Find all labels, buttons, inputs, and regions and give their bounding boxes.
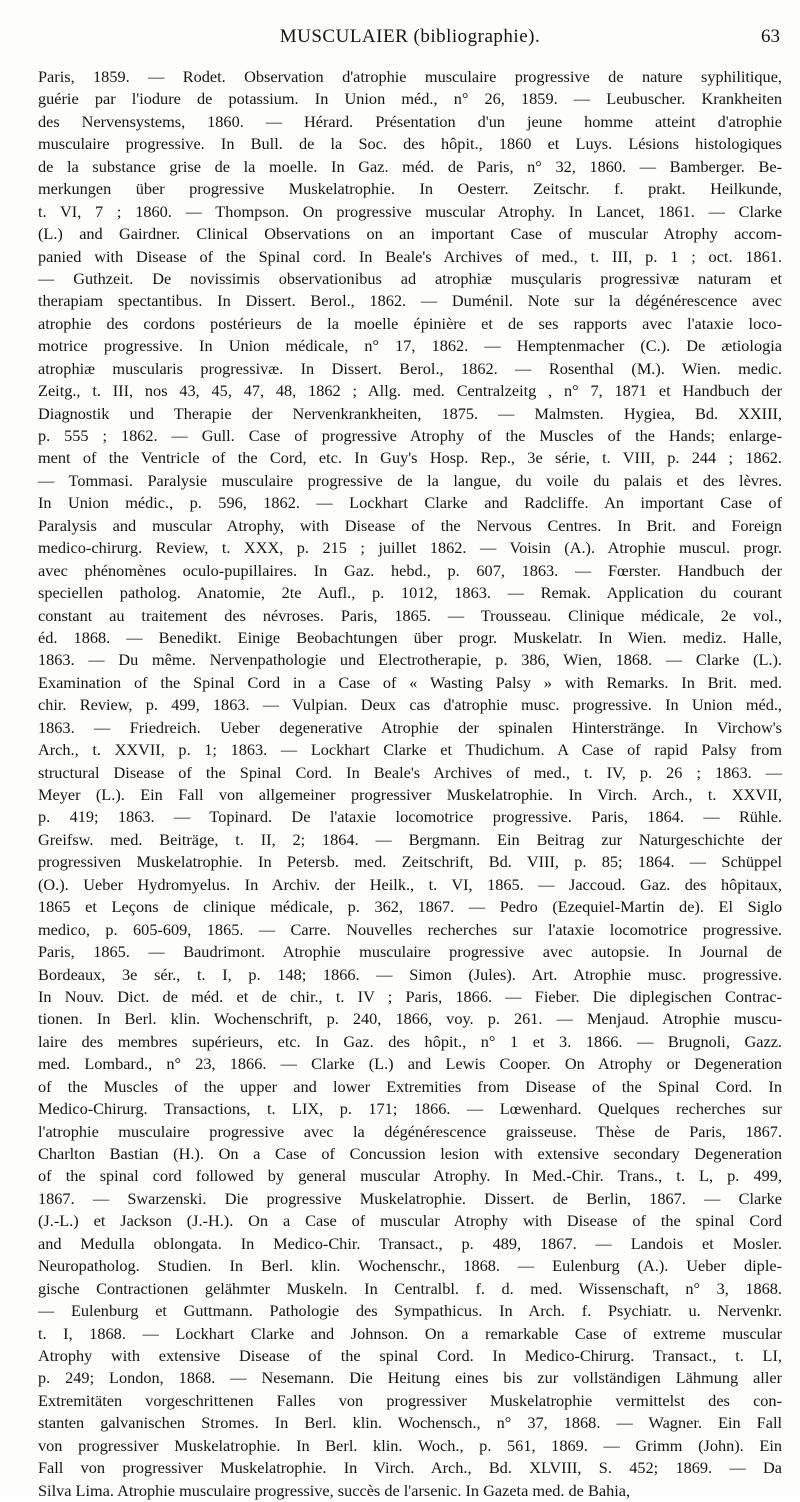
text-line: speciellen patholog. Anatomie, 2te Aufl., p. 1012, 1863. — Remak. Application du courant [38,583,782,603]
text-line: 1863. — Friedreich. Ueber degenerative Atrophie der spinalen Hinterstränge. In Virchow's [38,717,782,737]
text-line: atrophie des cordons postérieurs de la moelle épinière et de ses rapports avec l'ataxie loco- [38,313,782,333]
text-line: Charlton Bastian (H.). On a Case of Concussion lesion with extensive secondary Degeneration [38,1144,782,1163]
text-line: 1863. — Du même. Nervenpathologie und Electrotherapie, p. 386, Wien, 1868. — Clarke (L.). [38,650,782,670]
text-line: of the spinal cord followed by general muscular Atrophy. In Med.-Chir. Trans., t. L, p. 499, [38,1166,782,1186]
running-head: MUSCULAIER (bibliographie). [279,26,541,47]
text-line: Zeitg., t. III, nos 43, 45, 47, 48, 1862 ; Allg. med. Centralzeitg , n° 7, 1871 et Handbuch der [38,381,782,401]
text-line: guérie par l'iodure de potassium. In Union méd., n° 26, 1859. — Leubuscher. Krankheiten [38,89,782,109]
text-line: Diagnostik und Therapie der Nervenkrankheiten, 1875. — Malmsten. Hygiea, Bd. XXIII, [38,403,782,423]
text-line: medico, p. 605-609, 1865. — Carre. Nouvelles recherches sur l'ataxie locomotrice progressive. [38,919,782,939]
bibliography-text [38,66,782,1502]
text-line: tionen. In Berl. klin. Wochenschrift, p. 240, 1866, voy. p. 261. — Menjaud. Atrophie muscu- [38,1009,782,1029]
text-line: atrophiæ muscularis progressivæ. In Dissert. Berol., 1862. — Rosenthal (M.). Wien. medic. [38,358,782,378]
text-line: p. 419; 1863. — Topinard. De l'ataxie locomotrice progressive. Paris, 1864. — Rühle. [38,807,782,827]
text-line: l'atrophie musculaire progressive avec la dégénérescence graisseuse. Thèse de Paris, 1867. [38,1121,782,1141]
text-line: Bordeaux, 3e sér., t. I, p. 148; 1866. — Simon (Jules). Art. Atrophie musc. progressive. [38,964,782,984]
text-line: Greifsw. med. Beiträge, t. II, 2; 1864. — Bergmann. Ein Beitrag zur Naturgeschichte der [38,829,782,849]
text-line: 1867. — Swarzenski. Die progressive Muskelatrophie. Dissert. de Berlin, 1867. — Clarke [38,1188,782,1208]
text-line: de la substance grise de la moelle. In Gaz. méd. de Paris, n° 32, 1860. — Bamberger. Be- [38,156,782,176]
text-line: Silva Lima. Atrophie musculaire progressive, succès de l'arsenic. In Gazeta med. de Bahia, [38,1480,631,1500]
text-line: progressiven Muskelatrophie. In Petersb. med. Zeitschrift, Bd. VIII, p. 85; 1864. — Schüppel [38,852,782,872]
text-line: Medico-Chirurg. Transactions, t. LIX, p. 171; 1866. — Lœwenhard. Quelques recherches sur [38,1099,782,1119]
text-line: laire des membres supérieurs, etc. In Gaz. des hôpit., n° 1 et 3. 1866. — Brugnoli, Gazz. [38,1031,782,1051]
text-line: gische Contractionen gelähmter Muskeln. In Centralbl. f. d. med. Wissenschaft, n° 3, 1868. [38,1278,782,1298]
text-line: Neuropatholog. Studien. In Berl. klin. Wochenschr., 1868. — Eulenburg (A.). Ueber diple- [38,1256,782,1276]
text-line: t. I, 1868. — Lockhart Clarke and Johnson. On a remarkable Case of extreme muscular [38,1323,782,1343]
text-line: Paris, 1859. — Rodet. Observation d'atrophie musculaire progressive de nature syphilitique, [38,67,782,86]
text-line: chir. Review, p. 499, 1863. — Vulpian. Deux cas d'atrophie musc. progressive. In Union méd., [38,695,782,715]
text-line: Atrophy with extensive Disease of the spinal Cord. In Medico-Chirurg. Transact., t. LI, [38,1345,782,1365]
text-line: ment of the Ventricle of the Cord, etc. In Guy's Hosp. Rep., 3e série, t. VIII, p. 244 ; 1862. [38,448,782,468]
text-line: Paralysis and muscular Atrophy, with Disease of the Nervous Centres. In Brit. and Foreign [38,515,782,535]
text-line: Arch., t. XXVII, p. 1; 1863. — Lockhart Clarke et Thudichum. A Case of rapid Palsy from [38,740,782,760]
text-line: — Tommasi. Paralysie musculaire progressive de la langue, du voile du palais et des lèvres. [38,470,782,490]
text-line: p. 249; London, 1868. — Nesemann. Die Heitung eines bis zur vollständigen Lähmung aller [38,1368,782,1388]
text-line: structural Disease of the Spinal Cord. In Beale's Archives of med., t. IV, p. 26 ; 1863. — [38,762,782,782]
text-line: of the Muscles of the upper and lower Extremities from Disease of the Spinal Cord. In [38,1076,782,1096]
text-line: p. 555 ; 1862. — Gull. Case of progressive Atrophy of the Muscles of the Hands; enlarge- [38,426,782,445]
text-line: stanten galvanischen Stromes. In Berl. klin. Wochensch., n° 37, 1868. — Wagner. Ein Fall [38,1413,782,1433]
text-line: musculaire progressive. In Bull. de la Soc. des hôpit., 1860 et Luys. Lésions histologiques [38,134,782,154]
text-line: and Medulla oblongata. In Medico-Chir. Transact., p. 489, 1867. — Landois et Mosler. [38,1233,782,1253]
text-line: t. VI, 7 ; 1860. — Thompson. On progressive muscular Atrophy. In Lancet, 1861. — Clarke [38,201,782,221]
text-line: Meyer (L.). Ein Fall von allgemeiner progressiver Muskelatrophie. In Virch. Arch., t. XXVII, [38,785,782,804]
text-line: (O.). Ueber Hydromyelus. In Archiv. der Heilk., t. VI, 1865. — Jaccoud. Gaz. des hôpitaux, [38,874,782,894]
text-line: avec phénomènes oculo-pupillaires. In Gaz. hebd., p. 607, 1863. — Fœrster. Handbuch der [38,560,782,580]
text-line: (L.) and Gairdner. Clinical Observations on an important Case of muscular Atrophy accom- [38,224,782,244]
text-line: des Nervensystems, 1860. — Hérard. Présentation d'un jeune homme atteint d'atrophie [38,111,782,131]
text-line: therapiam spectantibus. In Dissert. Berol., 1862. — Duménil. Note sur la dégénérescence avec [38,291,782,311]
text-line: — Guthzeit. De novissimis observationibus ad atrophiæ musçularis progressivæ naturam et [38,268,782,288]
text-line: merkungen über progressive Muskelatrophie. In Oesterr. Zeitschr. f. prakt. Heilkunde, [38,179,782,199]
page-number: 63 [761,26,780,47]
text-line: von progressiver Muskelatrophie. In Berl. klin. Woch., p. 561, 1869. — Grimm (John). Ein [38,1435,782,1455]
text-line: Examination of the Spinal Cord in a Case of « Wasting Palsy » with Remarks. In Brit. med. [38,672,782,692]
text-line: medico-chirurg. Review, t. XXX, p. 215 ; juillet 1862. — Voisin (A.). Atrophie muscul. progr. [38,538,782,558]
page-header [40,26,780,52]
text-line: constant au traitement des névroses. Paris, 1865. — Trousseau. Clinique médicale, 2e vol., [38,605,782,625]
text-line: In Nouv. Dict. de méd. et de chir., t. IV ; Paris, 1866. — Fieber. Die diplegischen Contrac- [38,986,782,1006]
text-line: (J.-L.) et Jackson (J.-H.). On a Case of muscular Atrophy with Disease of the spinal Cord [38,1211,782,1231]
text-line: med. Lombard., n° 23, 1866. — Clarke (L.) and Lewis Cooper. On Atrophy or Degeneration [38,1054,782,1074]
text-line: motrice progressive. In Union médicale, n° 17, 1862. — Hemptenmacher (C.). De ætiologia [38,336,782,356]
text-line: In Union médic., p. 596, 1862. — Lockhart Clarke and Radcliffe. An important Case of [38,493,782,513]
text-line: Paris, 1865. — Baudrimont. Atrophie musculaire progressive avec autopsie. In Journal de [38,942,782,962]
text-line: — Eulenburg et Guttmann. Pathologie des Sympathicus. In Arch. f. Psychiatr. u. Nervenkr. [38,1301,782,1321]
text-line: 1865 et Leçons de clinique médicale, p. 362, 1867. — Pedro (Ezequiel-Martin de). El Siglo [38,897,782,917]
text-line: Extremitäten vorgeschrittenen Falles von progressiver Muskelatrophie vermittelst des con- [38,1390,782,1410]
text-line: panied with Disease of the Spinal cord. In Beale's Archives of med., t. III, p. 1 ; oct. 1861. [38,246,782,266]
text-line: Fall von progressiver Muskelatrophie. In Virch. Arch., Bd. XLVIII, S. 452; 1869. — Da [38,1458,782,1478]
text-line: éd. 1868. — Benedikt. Einige Beobachtungen über progr. Muskelatr. In Wien. mediz. Halle, [38,627,782,647]
